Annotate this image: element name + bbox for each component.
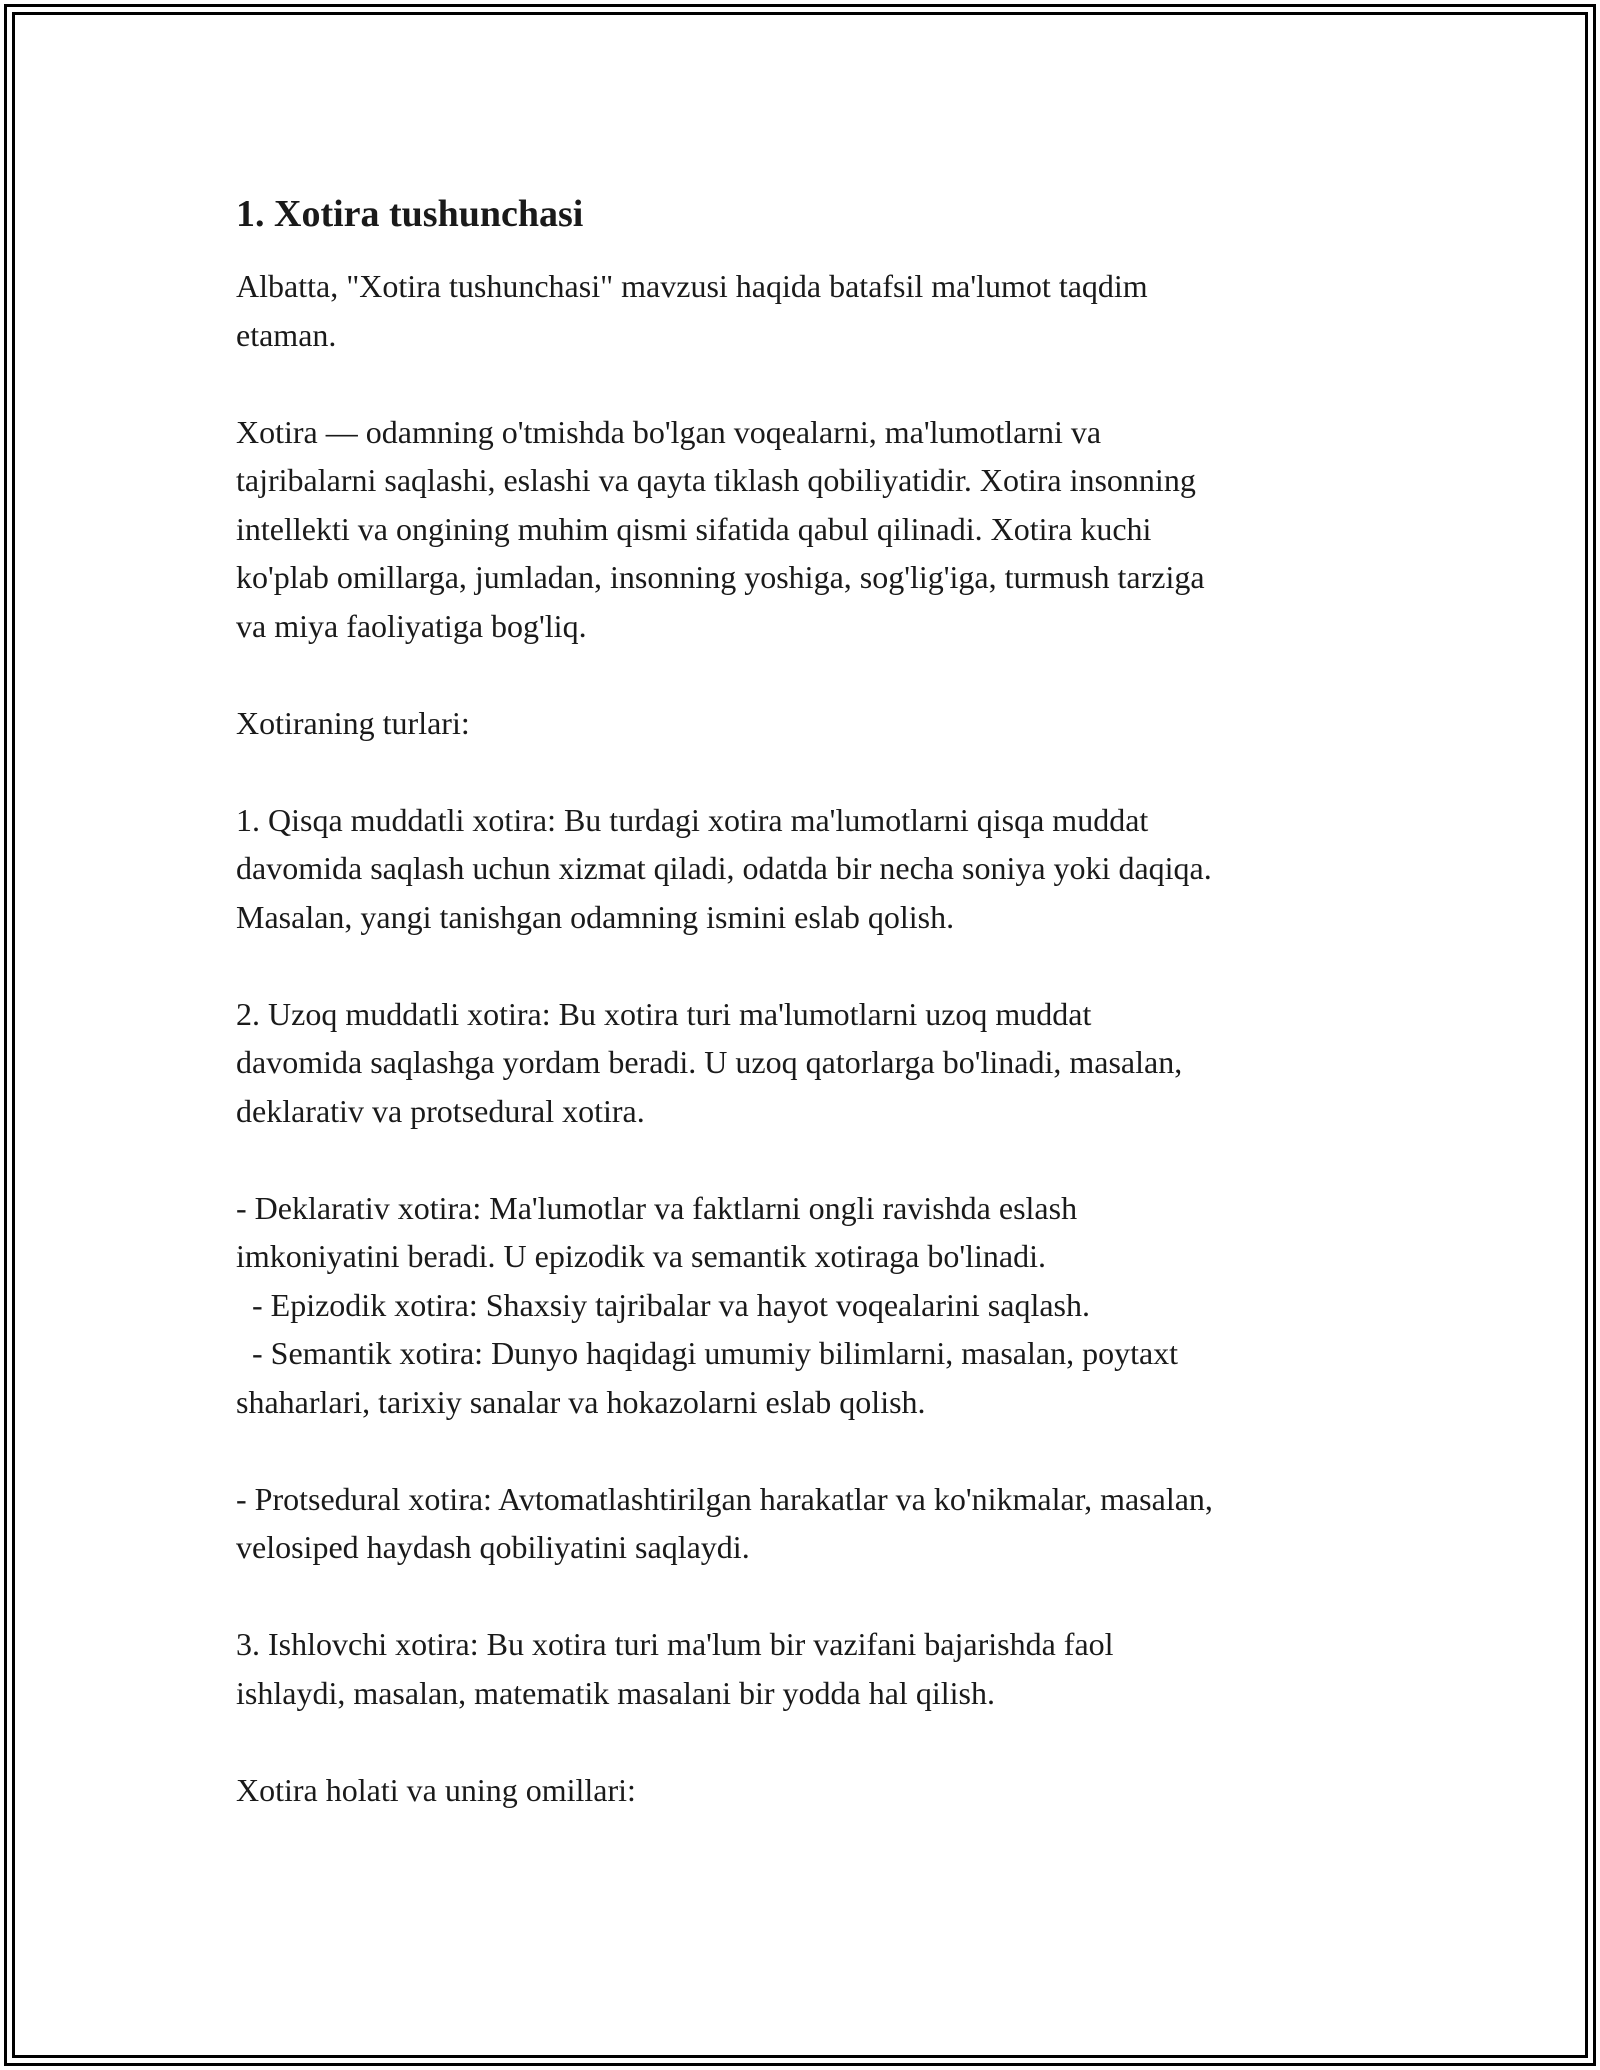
paragraph xyxy=(236,1766,1366,1815)
paragraph xyxy=(236,699,1366,748)
text-line: ishlaydi, masalan, matematik masalani bir yodda hal qilish. xyxy=(236,1674,995,1711)
text-line: etaman. xyxy=(236,316,337,353)
text-line: - Semantik xotira: Dunyo haqidagi umumiy bilimlarni, masalan, poytaxt xyxy=(236,1335,1179,1371)
text-line: - Epizodik xotira: Shaxsiy tajribalar va hayot voqealarini saqlash. xyxy=(236,1286,1090,1323)
text-line: Masalan, yangi tanishgan odamning ismini eslab qolish. xyxy=(236,898,955,935)
paragraph xyxy=(236,1184,1366,1427)
text-line: imkoniyatini beradi. U epizodik va semantik xotiraga bo'linadi. xyxy=(236,1238,1047,1274)
paragraph xyxy=(236,262,1366,359)
text-line: davomida saqlash uchun xizmat qiladi, odatda bir necha soniya yoki daqiqa. xyxy=(236,850,1212,886)
paragraph xyxy=(236,1620,1366,1717)
document-title: 1. Xotira tushunchasi xyxy=(236,193,584,235)
text-line: 2. Uzoq muddatli xotira: Bu xotira turi ma'lumotlarni uzoq muddat xyxy=(236,995,1092,1032)
paragraph xyxy=(236,990,1366,1136)
text-line: va miya faoliyatiga bog'liq. xyxy=(236,607,587,644)
text-line: davomida saqlashga yordam beradi. U uzoq qatorlarga bo'linadi, masalan, xyxy=(236,1044,1183,1080)
text-line: Xotira — odamning o'tmishda bo'lgan voqealarni, ma'lumotlarni va xyxy=(236,413,1102,450)
paragraph xyxy=(236,408,1366,651)
paragraph xyxy=(236,1475,1366,1572)
text-line: tajribalarni saqlashi, eslashi va qayta tiklash qobiliyatidir. Xotira insonning xyxy=(236,462,1196,498)
text-line: - Protsedural xotira: Avtomatlashtirilgan harakatlar va ko'nikmalar, masalan, xyxy=(236,1480,1213,1517)
text-line: Albatta, "Xotira tushunchasi" mavzusi haqida batafsil ma'lumot taqdim xyxy=(236,268,1148,304)
text-line: shaharlari, tarixiy sanalar va hokazolarni eslab qolish. xyxy=(236,1383,926,1420)
text-line: deklarativ va protsedural xotira. xyxy=(236,1092,645,1129)
text-line: - Deklarativ xotira: Ma'lumotlar va faktlarni ongli ravishda eslash xyxy=(236,1189,1078,1226)
paragraph xyxy=(236,796,1366,942)
text-line: Xotiraning turlari: xyxy=(236,704,470,741)
text-line: ko'plab omillarga, jumladan, insonning yoshiga, sog'lig'iga, turmush tarziga xyxy=(236,559,1205,595)
text-line: velosiped haydash qobiliyatini saqlaydi. xyxy=(236,1529,750,1565)
text-line: Xotira holati va uning omillari: xyxy=(236,1771,636,1808)
paragraph-list xyxy=(236,262,1366,1814)
text-line: 3. Ishlovchi xotira: Bu xotira turi ma'lum bir vazifani bajarishda faol xyxy=(236,1626,1114,1662)
document-body xyxy=(236,186,1366,1863)
text-line: intellekti va ongining muhim qismi sifatida qabul qilinadi. Xotira kuchi xyxy=(236,510,1152,547)
text-line: 1. Qisqa muddatli xotira: Bu turdagi xotira ma'lumotlarni qisqa muddat xyxy=(236,801,1149,838)
